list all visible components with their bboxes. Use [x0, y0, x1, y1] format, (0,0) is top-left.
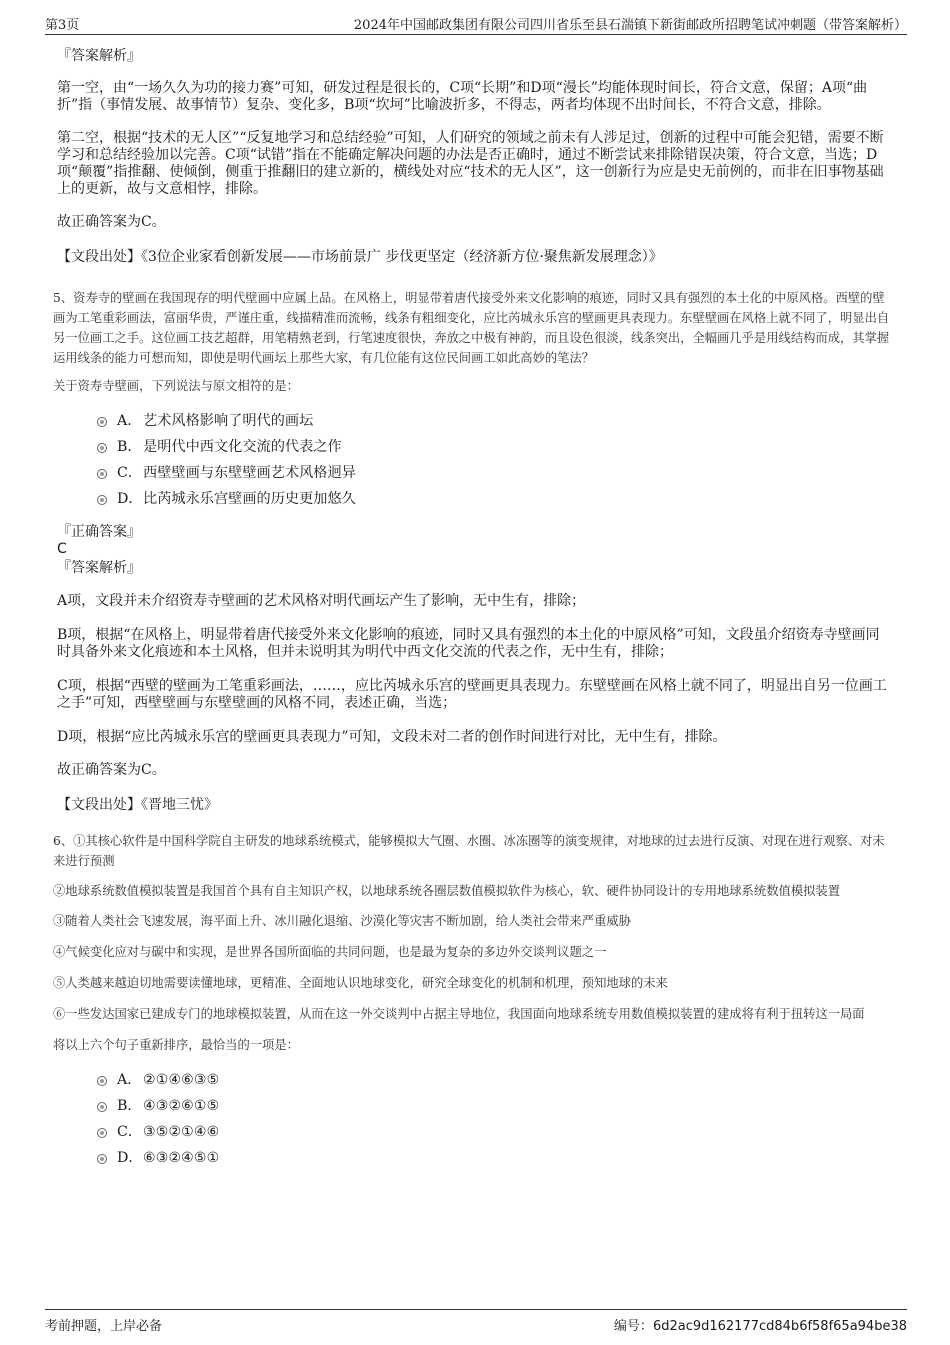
q5-analysis-d: D项，根据“应比芮城永乐宫的壁画更具表现力”可知，文段未对二者的创作时间进行对比，无中生有，排除。	[57, 729, 727, 745]
q5-question: 关于资寿寺壁画，下列说法与原文相符的是：	[53, 379, 299, 393]
q5-answer-label: 『正确答案』	[57, 524, 141, 540]
radio-icon[interactable]	[97, 1076, 107, 1086]
page-number: 第3页	[45, 18, 80, 33]
q6-sentence-2: ②地球系统数值模拟装置是我国首个具有自主知识产权，以地球系统各圈层数值模拟软件为核心，软、硬件协同设计的专用地球系统数值模拟装置	[53, 884, 841, 898]
q6-sentence-6: ⑥一些发达国家已建成专门的地球模拟装置，从而在这一外交谈判中占据主导地位，我国面向地球系统专用数值模拟装置的建成将有利于扭转这一局面	[53, 1007, 865, 1021]
document-code-label: 编号：	[613, 1319, 653, 1334]
q6-option-a[interactable]: A． ②①④⑥③⑤	[57, 1067, 893, 1093]
q5-option-a[interactable]: A． 艺术风格影响了明代的画坛	[57, 408, 893, 434]
document-code	[614, 1315, 907, 1334]
q5-stem: 5、资寿寺的壁画在我国现存的明代壁画中应属上品。在风格上，明显带着唐代接受外来文化影响的痕迹，同时又具有强烈的本土化的中原风格。西壁的壁画为工笔重彩画法，富丽华贵，严谨庄重，线描精准而流畅，线条有粗细变化，应比芮城永乐宫的壁画更具表现力。东壁壁画在风格上就不同了，明显出自另一位画工之手。这位画工技艺超群，用笔精熟老到，行笔速度很快，奔放之中极有神韵，而且设色很淡，线条突出，全幅画几乎是用线结构而成，其掌握运用线条的能力可想而知，即使是明代画坛上那些大家，有几位能有这位民间画工如此高妙的笔法？	[53, 291, 890, 365]
document-title: 2024年中国邮政集团有限公司四川省乐至县石湍镇下新街邮政所招聘笔试冲刺题（带答案解析）	[353, 18, 907, 33]
q6-option-b[interactable]: B．④③②⑥①⑤	[57, 1093, 893, 1119]
radio-icon[interactable]	[97, 1154, 107, 1164]
page-footer	[45, 1309, 907, 1334]
radio-icon[interactable]	[97, 1102, 107, 1112]
q4-analysis-label: 『答案解析』	[57, 48, 141, 64]
q5-analysis-c: C项，根据“西壁的壁画为工笔重彩画法，……，应比芮城永乐宫的壁画更具表现力。东壁壁画在风格上就不同了，明显出自另一位画工之手”可知，西壁壁画与东壁壁画的风格不同，表述正确，当选；	[57, 678, 887, 711]
page-header	[45, 14, 907, 35]
q5-answer: C	[57, 541, 67, 557]
q5-option-c[interactable]: C．西壁壁画与东壁壁画艺术风格迥异	[57, 460, 893, 486]
document-code-value: 6d2ac9d162177cd84b6f58f65a94be38	[652, 1319, 907, 1334]
q6-options	[57, 1067, 893, 1171]
q5-options	[57, 408, 893, 512]
q5-option-b[interactable]: B．是明代中西文化交流的代表之作	[57, 434, 893, 460]
radio-icon[interactable]	[97, 469, 107, 479]
footer-slogan: 考前押题，上岸必备	[45, 1319, 163, 1334]
radio-icon[interactable]	[97, 417, 107, 427]
q6-sentence-1: 6、①其核心软件是中国科学院自主研发的地球系统模式，能够模拟大气圈、水圈、冰冻圈等的演变规律，对地球的过去进行反演、对现在进行观察、对未来进行预测	[53, 834, 885, 868]
q5-option-d[interactable]: D．比芮城永乐宫壁画的历史更加悠久	[57, 486, 893, 512]
q6-question: 将以上六个句子重新排序，最恰当的一项是：	[53, 1038, 299, 1052]
q5-analysis-label: 『答案解析』	[57, 560, 141, 576]
q4-analysis-para-2: 第二空，根据“技术的无人区”“反复地学习和总结经验”可知，人们研究的领域之前未有人涉足过，创新的过程中可能会犯错，需要不断学习和总结经验加以完善。C项“试错”指在不能确定解决问题的办法是否正确时，通过不断尝试来排除错误决策，符合文意，当选；D项“颠覆”指推翻、使倾倒，侧重于推翻旧的建立新的，横线处对应“技术的无人区”，这一创新行为应是史无前例的，而非在旧事物基础上的更新，故与文意相悖，排除。	[57, 130, 884, 197]
q5-conclusion: 故正确答案为C。	[57, 762, 166, 778]
q4-source: 【文段出处】《3位企业家看创新发展——市场前景广 步伐更坚定（经济新方位·聚焦新发展理念）》	[57, 249, 663, 265]
radio-icon[interactable]	[97, 495, 107, 505]
q6-sentence-4: ④气候变化应对与碳中和实现，是世界各国所面临的共同问题，也是最为复杂的多边外交谈判议题之一	[53, 945, 607, 959]
q4-analysis-para-1: 第一空，由“一场久久为功的接力赛”可知，研发过程是很长的，C项“长期”和D项“漫长”均能体现时间长，符合文意，保留；A项“曲折”指（事情发展、故事情节）复杂、变化多，B项“坎坷”比喻波折多，不得志，两者均体现不出时间长，不符合文意，排除。	[57, 80, 868, 113]
q6-sentence-5: ⑤人类越来越迫切地需要读懂地球，更精准、全面地认识地球变化，研究全球变化的机制和机理，预知地球的未来	[53, 976, 668, 990]
q6-option-c[interactable]: C．③⑤②①④⑥	[57, 1119, 893, 1145]
q5-analysis-a: A项，文段并未介绍资寿寺壁画的艺术风格对明代画坛产生了影响，无中生有，排除；	[57, 593, 586, 609]
document-content	[53, 48, 893, 1171]
q4-conclusion: 故正确答案为C。	[57, 214, 166, 230]
q6-sentence-3: ③随着人类社会飞速发展，海平面上升、冰川融化退缩、沙漠化等灾害不断加剧，给人类社会带来严重威胁	[53, 914, 631, 928]
radio-icon[interactable]	[97, 1128, 107, 1138]
q6-option-d[interactable]: D．⑥③②④⑤①	[57, 1145, 893, 1171]
radio-icon[interactable]	[97, 443, 107, 453]
q5-analysis-b: B项，根据“在风格上，明显带着唐代接受外来文化影响的痕迹，同时又具有强烈的本土化的中原风格”可知，文段虽介绍资寿寺壁画同时具备外来文化痕迹和本土风格，但并未说明其为明代中西文化交流的代表之作，无中生有，排除；	[57, 627, 880, 660]
q5-source: 【文段出处】《晋地三忧》	[57, 797, 218, 813]
